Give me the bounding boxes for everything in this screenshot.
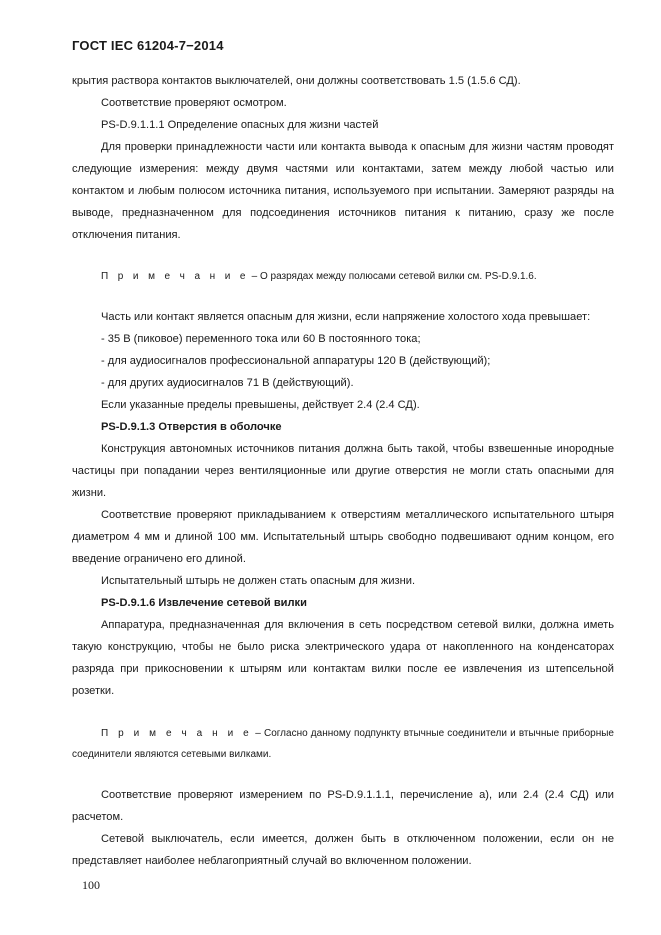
list-item-peak-voltage: - 35 В (пиковое) переменного тока или 60 В постоянного тока; bbox=[101, 333, 421, 345]
section-heading-enclosure-openings: PS-D.9.1.3 Отверстия в оболочке bbox=[101, 421, 282, 433]
paragraph-test-pin-safe: Испытательный штырь не должен стать опасным для жизни. bbox=[101, 575, 416, 587]
paragraph-hazardous-voltage: Часть или контакт является опасным для жизни, если напряжение холостого хода превышает: bbox=[101, 311, 591, 323]
paragraph-limits-exceeded: Если указанные пределы превышены, действует 2.4 (2.4 СД). bbox=[101, 399, 420, 411]
page-number: 100 bbox=[82, 878, 100, 892]
document-header-title: ГОСТ IEC 61204-7−2014 bbox=[72, 38, 224, 53]
document-page bbox=[72, 38, 614, 872]
paragraph-compliance-inspection: Соответствие проверяют осмотром. bbox=[101, 97, 287, 109]
note-mains-plug-discharges bbox=[72, 266, 614, 287]
note-plug-connectors bbox=[72, 723, 614, 765]
paragraph-compliance-measurement: Соответствие проверяют измерением по PS-D.9.1.1.1, перечисление а), или 2.4 (2.4 СД) или расчетом. bbox=[72, 789, 614, 823]
note-label: П р и м е ч а н и е bbox=[101, 728, 253, 739]
paragraph-measurements: Для проверки принадлежности части или контакта вывода к опасным для жизни частям проводят следующие измерения: между двумя частями или контактами, затем между любой частью или контактом и любым полюсом источника питания, используемого при испытании. Замеряют разряды на выводе, предназначенном для подсоединения источников питания к питанию, сразу же после отключения питания. bbox=[72, 141, 614, 241]
note-text: – Согласно данному подпункту втычные соединители и втычные приборные соединители являются сетевыми вилками. bbox=[72, 728, 614, 760]
paragraph-plug-removal: Аппаратура, предназначенная для включения в сеть посредством сетевой вилки, должна иметь такую конструкцию, чтобы не было риска электрического удара от накопленного на конденсаторах разряда при прикосновении к штырям или контактам вилки после ее извлечения из штепсельной розетки. bbox=[72, 619, 614, 697]
subclause-heading-hazardous-parts: PS-D.9.1.1.1 Определение опасных для жизни частей bbox=[101, 119, 379, 131]
paragraph-mains-switch: Сетевой выключатель, если имеется, должен быть в отключенном положении, если он не представляет наиболее неблагоприятный случай во включенном положении. bbox=[72, 833, 614, 867]
paragraph-continuation: крытия раствора контактов выключателей, они должны соответствовать 1.5 (1.5.6 СД). bbox=[72, 75, 521, 87]
list-item-other-audio: - для других аудиосигналов 71 В (действующий). bbox=[101, 377, 354, 389]
note-label: П р и м е ч а н и е bbox=[101, 271, 249, 282]
section-heading-plug-removal: PS-D.9.1.6 Извлечение сетевой вилки bbox=[101, 597, 307, 609]
paragraph-enclosure-construction: Конструкция автономных источников питания должна быть такой, чтобы взвешенные инородные частицы при попадании через вентиляционные или другие отверстия не могли стать опасными для жизни. bbox=[72, 443, 614, 499]
list-item-professional-audio: - для аудиосигналов профессиональной аппаратуры 120 В (действующий); bbox=[101, 355, 491, 367]
paragraph-test-pin: Соответствие проверяют прикладыванием к отверстиям металлического испытательного штыря диаметром 4 мм и длиной 100 мм. Испытательный штырь свободно подвешивают одним концом, его введение ограничено его длиной. bbox=[72, 509, 614, 565]
note-text: – О разрядах между полюсами сетевой вилки см. PS-D.9.1.6. bbox=[248, 271, 537, 282]
